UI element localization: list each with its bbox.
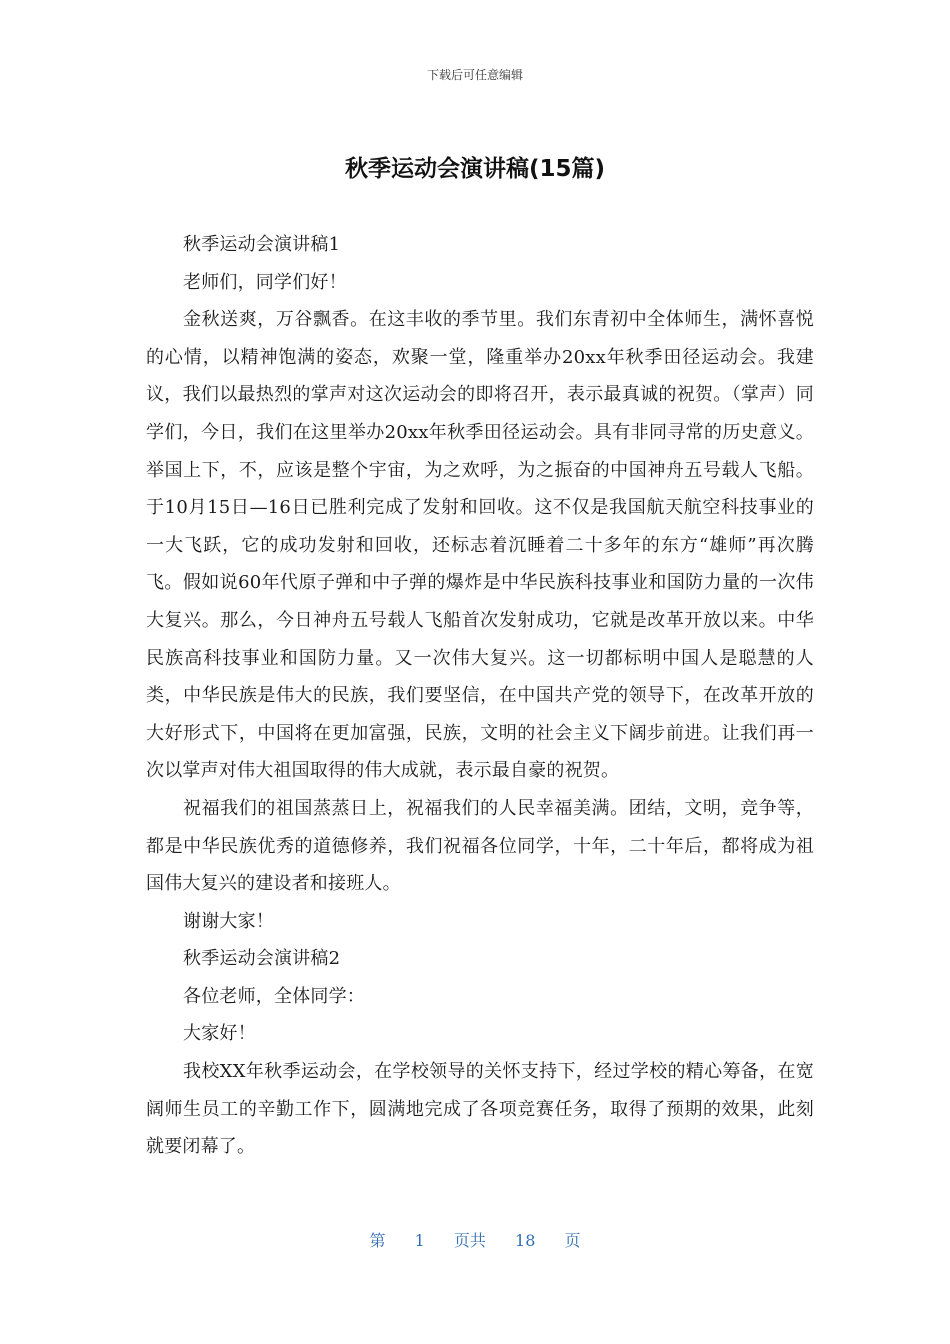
header-note: 下载后可任意编辑 xyxy=(426,68,523,82)
paragraph-thanks: 谢谢大家！ xyxy=(183,910,274,932)
paragraph-speech-2-heading: 秋季运动会演讲稿2 xyxy=(183,948,341,970)
paragraph-body-2: 祝福我们的祖国蒸蒸日上，祝福我们的人民幸福美满。团结，文明，竞争等，都是中华民族优秀的道德修养，我们祝福各位同学，十年，二十年后，都将成为祖国伟大复兴的建设者和接班人。 xyxy=(146,797,814,895)
footer-page-current: 1 xyxy=(414,1231,425,1250)
page-footer xyxy=(0,1228,950,1251)
footer-page-total-word: 页共 xyxy=(453,1231,486,1250)
paragraph-salutation: 各位老师，全体同学： xyxy=(183,985,365,1007)
document-title: 秋季运动会演讲稿(15篇) xyxy=(344,156,606,182)
document-body xyxy=(146,226,814,1166)
paragraph-hello: 大家好！ xyxy=(183,1023,256,1045)
paragraph-body-1: 金秋送爽，万谷飘香。在这丰收的季节里。我们东青初中全体师生，满怀喜悦的心情，以精神饱满的姿态，欢聚一堂，隆重举办20xx年秋季田径运动会。我建议，我们以最热烈的掌声对这次运动会的即将召开，表示最真诚的祝贺。（掌声）同学们，今日，我们在这里举办20xx年秋季田径运动会。具有非同寻常的历史意义。举国上下，不，应该是整个宇宙，为之欢呼，为之振奋的中国神舟五号载人飞船。于10月15日—16日已胜利完成了发射和回收。这不仅是我国航天航空科技事业的一大飞跃，它的成功发射和回收，还标志着沉睡着二十多年的东方“雄师”再次腾飞。假如说60年代原子弹和中子弹的爆炸是中华民族科技事业和国防力量的一次伟大复兴。那么，今日神舟五号载人飞船首次发射成功，它就是改革开放以来。中华民族高科技事业和国防力量。又一次伟大复兴。这一切都标明中国人是聪慧的人类，中华民族是伟大的民族，我们要坚信，在中国共产党的领导下，在改革开放的大好形式下，中国将在更加富强，民族，文明的社会主义下阔步前进。让我们再一次以掌声对伟大祖国取得的伟大成就，表示最自豪的祝贺。 xyxy=(146,309,814,782)
paragraph-greeting: 老师们，同学们好！ xyxy=(183,271,347,293)
footer-page-total: 18 xyxy=(515,1231,536,1250)
paragraph-body-3: 我校XX年秋季运动会，在学校领导的关怀支持下，经过学校的精心筹备，在宽阔师生员工的辛勤工作下，圆满地完成了各项竞赛任务，取得了预期的效果，此刻就要闭幕了。 xyxy=(146,1061,814,1158)
paragraph-speech-1-heading: 秋季运动会演讲稿1 xyxy=(183,234,341,255)
footer-page-word: 第 xyxy=(369,1231,386,1250)
footer-page-end-word: 页 xyxy=(564,1231,581,1250)
